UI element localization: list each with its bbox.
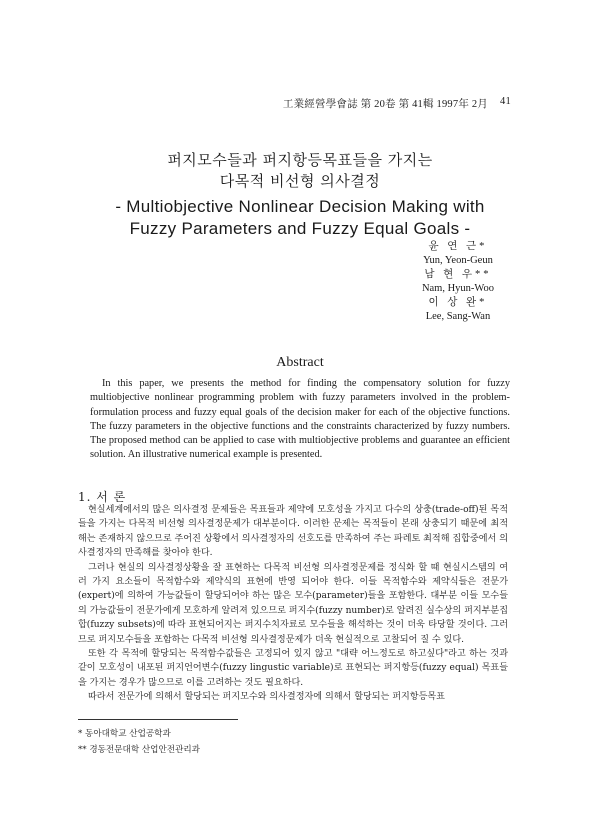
section-body [78, 503, 508, 705]
author-3-korean: 이 상 완* [428, 297, 488, 308]
korean-title-line-1: 퍼지모수들과 퍼지항등목표들을 가지는 [167, 151, 433, 169]
author-list [422, 240, 494, 324]
korean-title-line-2: 다목적 비선형 의사결정 [219, 172, 381, 190]
page-number: 41 [500, 96, 511, 107]
footnotes [78, 726, 200, 758]
footnote-affiliation-1: * 동아대학교 산업공학과 [78, 729, 171, 739]
body-paragraph-3: 또한 각 목적에 할당되는 목적함수값들은 고정되어 있지 않고 "대략 어느정도로 하고싶다"라고 하는 것과 같이 모호성이 내포된 퍼지언어변수(fuzzy lingustic variable)로 표현되는 퍼지항등(fuzzy equal) 목표들을 가지는 경우가 많으므로 이를 고려하는 것도 필요하다. [78, 649, 508, 688]
english-title-line-2: Fuzzy Parameters and Fuzzy Equal Goals - [129, 219, 471, 238]
running-header [282, 96, 511, 111]
footnote-divider [78, 719, 238, 720]
journal-citation: 工業經營學會誌 第 20卷 第 41輯 1997年 2月 [282, 99, 488, 110]
english-title-line-1: - Multiobjective Nonlinear Decision Making with [115, 197, 485, 216]
author-2-korean: 남 현 우** [424, 269, 492, 280]
author-1-korean: 윤 연 근* [428, 241, 488, 252]
author-1-english: Yun, Yeon-Geun [423, 255, 493, 266]
body-paragraph-1: 현실세계에서의 많은 의사결정 문제들은 목표들과 제약에 모호성을 가지고 다수의 상충(trade-off)된 목적들을 가지는 다목적 비선형 의사결정문제가 대부분이다. 이러한 문제는 목적들이 본래 상충되기 때문에 최적해는 존재하지 않으므로 주어진 상황에서 의사결정자의 선호도를 만족하여 주는 파레토 최적해 집합중에서 의사결정자의 만족해를 찾아야 한다. [78, 505, 508, 559]
title-block [60, 150, 540, 240]
body-paragraph-4: 따라서 전문가에 의해서 할당되는 퍼지모수와 의사결정자에 의해서 할당되는 퍼지항등목표 [88, 692, 445, 703]
author-3-english: Lee, Sang-Wan [425, 311, 491, 322]
abstract-heading: Abstract [276, 355, 324, 370]
section-heading: 1. 서 론 [78, 490, 127, 504]
body-paragraph-2: 그러나 현실의 의사결정상황을 잘 표현하는 다목적 비선형 의사결정문제를 정식화 할 때 현실시스템의 여러 가지 요소들이 목적함수와 제약식의 표현에 반영 되어야 한다. 이들 목적함수와 제약식들은 전문가(expert)에 의하여 가능값들이 할당되어야 하는 많은 모수(parameter)들을 포함한다. 대부분 이들 모수들의 가능값들이 전문가에게 모호하게 알려져 있으므로 퍼지수(fuzzy number)로 알려진 실수상의 퍼지부분집합(fuzzy subsets)에 따라 표현되어지는 퍼지수치자료로 모수들을 해석하는 것이 더욱 타당할 것이다. 그러므로 퍼지모수들을 포함하는 다목적 비선형 의사결정문제가 더욱 현실적으로 고찰되어 질 수 있다. [78, 562, 508, 645]
author-2-english: Nam, Hyun-Woo [421, 283, 494, 294]
abstract-text: In this paper, we presents the method for finding the compensatory solution for fuzzy multiobjective nonlinear programming problem with fuzzy parameters involved in the problem-formulation process and fuzzy equal goals of the decision maker for each of the objective functions. The fuzzy parameters in the objective functions and the constraints characterized by fuzzy numbers. The proposed method can be applied to case with multiobjective problems and guarantee an efficient solution. An illustrative numerical example is presented. [90, 378, 510, 461]
footnote-affiliation-2: ** 경동전문대학 산업안전관리과 [78, 745, 200, 755]
